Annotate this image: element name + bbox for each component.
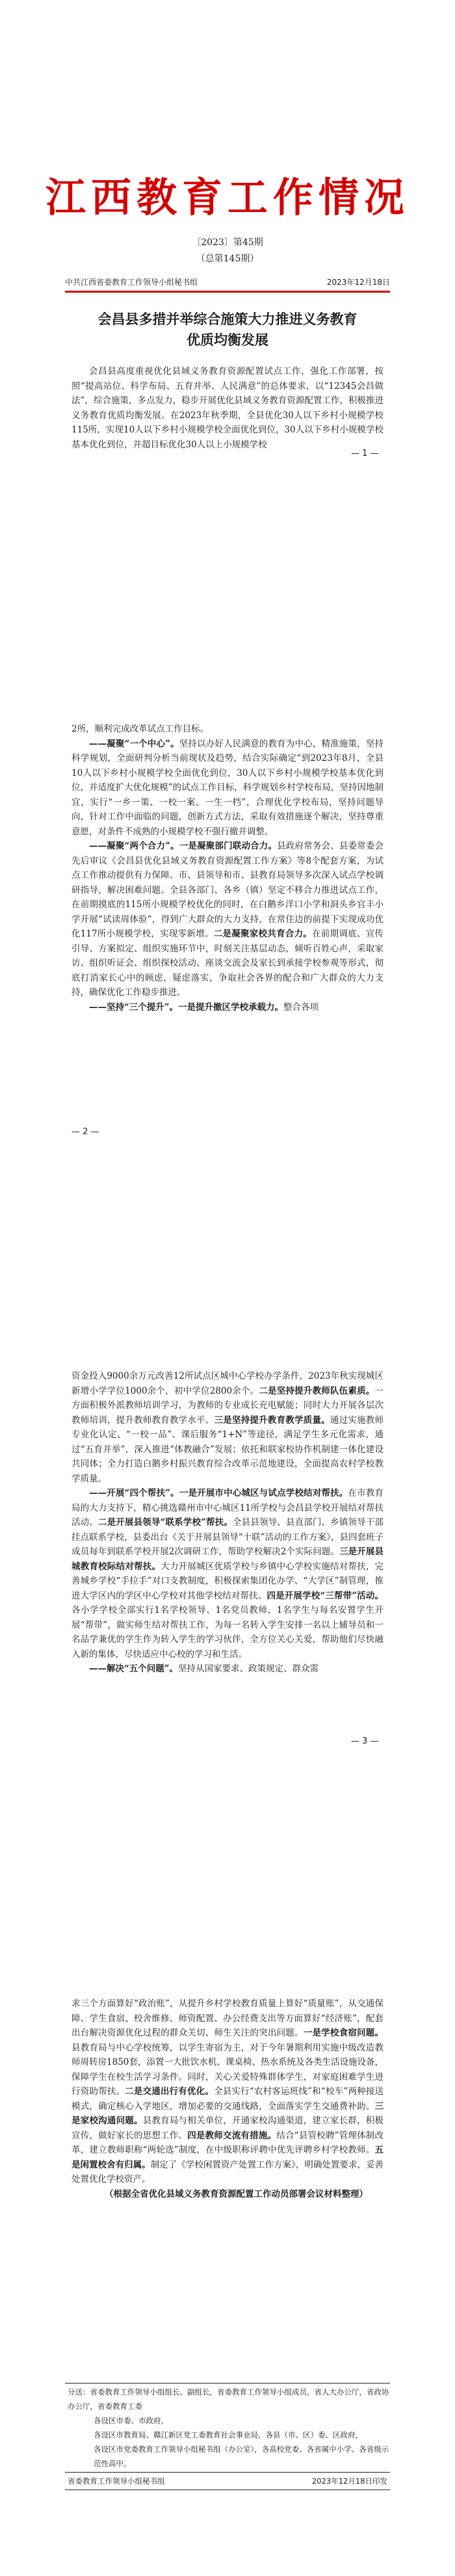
section-heading: ——解决“五个问题”。 (89, 1664, 179, 1674)
page-2-body (72, 722, 384, 1015)
subsection-heading: 一是开展市中心城区与试点学校结对帮扶。 (179, 1488, 348, 1498)
issue-number: 〔2023〕第45期 (192, 237, 263, 248)
subsection-heading: 三是坚持提升教育教学质量。 (214, 1414, 330, 1426)
distribution-text: 省委教育工作领导小组组长、副组长，省委教育工作领导小组成员，省人大办公厅，省政协办公厅，省委教育工委 (68, 2387, 389, 2411)
article-title-line-1: 会昌县多措并举综合施策大力推进义务教育 (98, 311, 358, 327)
distribution-footer (65, 2382, 390, 2491)
subsection-heading: 二是坚持提升教师队伍素质。 (259, 1385, 375, 1396)
subsection-heading: 二是交通出行有优化。 (125, 2086, 214, 2097)
subsection-heading: 三是开展县城教育校际结对帮扶。 (72, 1547, 384, 1572)
paragraph-text: 各小学学校全部实行1名学校领导、1名党员教师、1名学生与每名安置学生开展“帮带”，做实师生结对帮扶工作，为每一名转入学生安排一名以上辅导员和一名品学兼优的学生作为转入学生的学习伙伴，全方位关心关爱，帮助他们尽快融入新的集体，尽快适应中心校的学习和生活。 (72, 1605, 384, 1660)
section-heading: ——开展“四个帮扶”。 (89, 1488, 179, 1498)
page-2 (0, 644, 455, 1288)
publisher: 中共江西省委教育工作领导小组秘书组 (65, 278, 198, 287)
paragraph-text: 全县县领导、县直部门、乡镇领导干部挂点联系学校，县委出台《关于开展县领导“十联”活动的工作方案》，县四套班子成员每年到联系学校开展2次调研工作，帮助学校解决2个实际问题。 (72, 1517, 384, 1557)
subsection-heading: 四是开展学校“三帮带”活动。 (266, 1590, 384, 1601)
distribution-line: 各设区市党委教育工作领导小组秘书组（办公室），各高校党委、各省属中小学、各省级示范性高中。 (94, 2445, 389, 2468)
subsection-heading: 三是家校沟通问题。 (72, 2101, 384, 2126)
footer-rule (65, 2472, 390, 2473)
subsection-heading: 四是教师交流有措施。 (187, 2130, 277, 2141)
subsection-heading: 二是凝聚家校共育合力。 (213, 929, 313, 939)
article-title-line-2: 优质均衡发展 (187, 332, 268, 348)
subsection-heading: 一是学校食宿问题。 (303, 2028, 384, 2038)
subsection-heading: 二是开展县领导“联系学校”帮扶。 (98, 1517, 233, 1528)
paragraph (72, 737, 384, 840)
paragraph-text: 县教育局与相关单位，开通家校沟通渠道，建立家长群，积极宣传，做好家长的思想工作。 (72, 2116, 384, 2141)
distribution-line: 各设区市委、市政府， (94, 2416, 168, 2425)
print-line (65, 2474, 390, 2488)
paragraph-text: 坚持以办好人民满意的教育为中心，精准施策，坚持科学规划，全面研判分析当前现状及趋势，结合实际确定“到2023年8月，全县10人以下乡村小规模学校全面优化到位，30人以下乡村小规模学校基本优化到位，并适度扩大优化规模”的试点工作目标，科学规划乡村学校布局，坚持因地制宜，实行“一乡一策、一校一案、一生一档”，合理优化学校布局，坚持问题导向，针对工作中面临的问题，创新方式方法，采取有效措施逐个解决，坚持尊重意愿，对条件不成熟的小规模学校不强行撤并调整。 (72, 738, 384, 837)
section-heading: ——凝聚“两个合力”。 (89, 841, 179, 851)
page-number: — 2 — (72, 1127, 99, 1137)
issue-header (65, 276, 390, 287)
distribution-line (65, 2385, 390, 2413)
page-number: — 3 — (351, 1736, 379, 1746)
paragraph-text: 制定了《学校闲置资产处置工作方案》，明确处置要求，妥善处置优化学校资产。 (72, 2159, 384, 2184)
paragraph-text: 全县实行“农村客运班线”和“校车”两种接送模式，确定核心入学地区，增加必要的交通线路，全面落实学生交通费补助。 (72, 2086, 384, 2112)
paragraph-text: 一方面积极外派教师培训学习，为教师的专业成长充电赋能；同时大力开展各层次教师培训，提升教师教育教学水平。 (72, 1385, 384, 1426)
page-3 (0, 1288, 455, 1932)
paragraph (72, 1997, 384, 2187)
issuing-office: 省委教育工作领导小组秘书组 (68, 2476, 165, 2486)
paragraph-text: 大力开展城区优质学校与乡镇中心学校实施结对帮扶，完善城乡学校“手拉手”对口支教制度，积极探索集团化办学、“大学区”制管理，推进大学区内的学区中心学校对其他学校结对帮扶。 (72, 1561, 384, 1601)
paragraph-text: 在前期调底、宣传引导、方案拟定、组织实施环节中，时刻关注基层动态，倾听百姓心声，采取家访、组织听证会、组织探校活动、座谈交流会及家长到承接学校参观等形式，彻底打消家长心中的顾虑，疑虑落实，争取社会各界的配合和广大群众的大力支持，确保优化工作稳步推进。 (72, 929, 384, 998)
paragraph-text: 县政府常务会、县委常委会先后审议《会昌县优化县域义务教育资源配置工作方案》等8个配套方案，为试点工作推动提供有力保障。市、县领导和市、县教育局领导多次深入试点学校调研指导，解决困难问题。全县各部门、各乡（镇）坚定不移合力推进试点工作，在前期摸底的115所小规模学校优化的同时，在白鹅乡洋口小学和洞头乡官丰小学开展“试读周体验”，得到广大群众的大力支持，在常住边的前提下实现成功优化117所小规模学校，实现零新增。 (72, 841, 384, 939)
article-title (91, 309, 364, 351)
paragraph-text: 资金投入9000余万元改善12所试点区城中心学校办学条件，2023年秋实现城区新增小学学位1000余个，初中学位2800余个。 (72, 1371, 384, 1396)
distribution-label: 分送： (68, 2387, 90, 2397)
masthead: 江西教育工作情况 (45, 174, 410, 221)
paragraph-text: 通过实施教师专业化认定、“一校一品”、课后服务“1+N”等途径，满足学生多元化需求，通过“五育并举”，深入推进“体教融合”发展；依托和联家校协作机制建一体化建设共同体；全力打造白鹅乡村振兴教育综合改革示范地建设，全面提高农村学校教学质量。 (72, 1414, 384, 1484)
source-note: （根据全省优化县域义务教育资源配置工作动员部署会议材料整理） (105, 2188, 368, 2199)
section-heading: ——坚持“三个提升”。 (89, 1002, 179, 1013)
print-date: 2023年12月18日印发 (311, 2476, 387, 2486)
paragraph-text: 在市教育局的大力支持下，精心挑选赣州市中心城区11所学校与会昌县学校开展结对帮扶活动。 (72, 1488, 384, 1528)
subsection-heading: 一是凝聚部门联动合力。 (179, 841, 278, 851)
page-1-body (72, 364, 384, 452)
distribution-line: 各设区市教育局、赣江新区党工委教育社会事业局，各县（市、区）委、区政府， (94, 2430, 363, 2439)
paragraph-text: 整合各项 (283, 1002, 319, 1013)
paragraph: 2所，顺利完成改革试点工作目标。 (72, 724, 209, 734)
page-number: — 1 — (351, 449, 379, 458)
page-1 (0, 0, 455, 644)
issue-date: 2023年12月18日 (326, 278, 390, 287)
paragraph (72, 1662, 384, 1677)
paragraph (72, 1000, 384, 1015)
paragraph: 会昌县高度重视优化县域义务教育资源配置试点工作，强化工作部署，按照“提高站位、科学布局、五育并举、人民满意”的总体要求，以“12345会昌做法”，综合施策，多点发力，稳步开展优化县域义务教育资源配置工作，积极推进义务教育优质均衡发展。在2023年秋季期，全县优化30人以下乡村小规模学校115所，实现10人以下乡村小规模学校全面优化到位，30人以下乡村小规模学校基本优化到位，并超目标优化30人以上小规模学校 (72, 366, 384, 450)
page-4 (0, 1932, 455, 2576)
paragraph (72, 1486, 384, 1662)
paragraph-text: 坚持从国家要求、政策规定、群众需 (178, 1664, 319, 1674)
page-4-body (72, 1997, 384, 2201)
paragraph-text: 县教育局与中心学校统筹，以学生寄宿为主，对于今年暑期利用实施中级改造教师周转房1850套，添置一大批饮水机、课桌椅、热水系统及各类生活设施设备，保障学生在校生活学习条件。同时，关心关爱特殊群体学生，对家庭困难学生进行资助帮扶。 (72, 2042, 384, 2097)
paragraph (72, 1369, 384, 1486)
paragraph-text: 求三个方面算好“政治账”，从提升乡村学校教育质量上算好“质量账”，从交通保障、学生食宿、校舍维修、师资配置、办公经费支出等方面算好“经济账”，配套出台解决资源优化过程的群众关切、师生关注的突出问题。 (72, 1998, 384, 2038)
paragraph-text: 结合“县管校聘”管理体制改革，建立教师职称“两轮选”制度，在中级职称评聘中优先评聘乡村学校教师。 (72, 2130, 384, 2155)
subsection-heading: 一是提升撤区学校承载力。 (178, 1002, 284, 1013)
issue-total: （总第145期） (196, 254, 259, 264)
red-rule (65, 291, 390, 293)
paragraph (72, 839, 384, 1000)
section-heading: ——凝聚“一个中心”。 (89, 738, 179, 749)
page-3-body (72, 1369, 384, 1677)
subsection-heading: 五是闲置校舍有归属。 (72, 2145, 384, 2170)
